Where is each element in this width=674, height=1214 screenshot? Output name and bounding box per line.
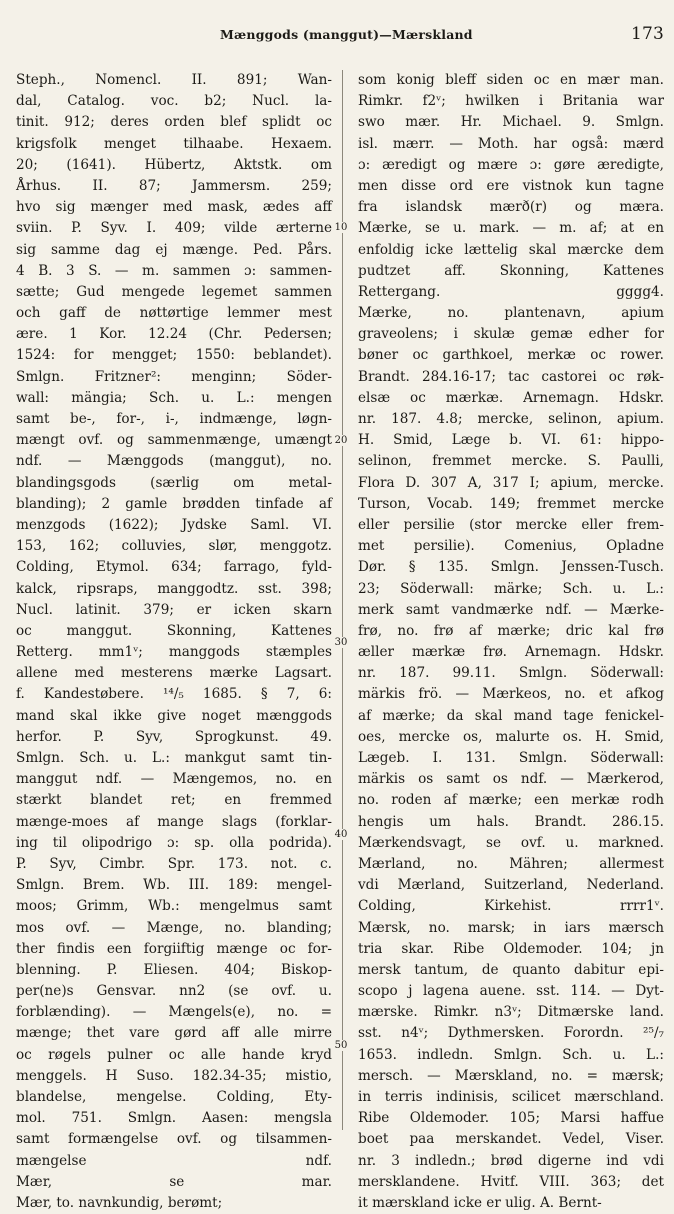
text-line: nr. 187. 4.8; mercke, selinon, apium. bbox=[358, 411, 664, 427]
text-line: nr. 187. 99.11. Smlgn. Söderwall: bbox=[358, 665, 664, 682]
text-line: Smlgn. Fritzner²: menginn; Söder- bbox=[16, 368, 332, 385]
line-number: 10 bbox=[330, 222, 352, 233]
text-line: moos; Grimm, Wb.: mengelmus samt bbox=[16, 898, 332, 915]
left-column bbox=[16, 70, 332, 1211]
text-line: kalck, ripsraps, manggodtz. sst. 398; bbox=[16, 580, 332, 597]
line-number: 50 bbox=[330, 1040, 352, 1051]
text-line: enfoldig icke lættelig skal mæ​rcke dem bbox=[358, 241, 664, 258]
text-line: Retterg. mm1ᵛ; manggods stæmples bbox=[16, 644, 332, 661]
text-line: æller mærkæ frø. Arnemagn. Hdskr. bbox=[358, 644, 664, 661]
text-line: mængelse ndf. bbox=[16, 1152, 332, 1169]
text-line: blandelse, mengelse. Colding, Ety- bbox=[16, 1089, 332, 1105]
text-line: vdi Mærland, Suitzerland, Nederland. bbox=[358, 877, 664, 894]
text-line: in terris indinisis, scilicet mærschland. bbox=[358, 1089, 664, 1105]
text-line: mand skal ikke give noget mænggods bbox=[16, 707, 332, 724]
text-line: elsæ oc mærkæ. Arnemagn. Hdskr. bbox=[358, 389, 664, 406]
text-line: fra islandsk mærð(r) og mæra. bbox=[358, 199, 664, 216]
text-line: forblænding). — Mængels(e), no. = bbox=[16, 1004, 332, 1021]
text-line: blandingsgods (særlig om metal- bbox=[16, 474, 332, 491]
text-line: stærkt blandet ret; en fremmed bbox=[16, 792, 332, 809]
text-line: 153, 162; colluvies, slør, menggotz. bbox=[16, 538, 332, 555]
text-line: merk samt vandmærke ndf. — Mærke- bbox=[358, 601, 664, 618]
text-line: som konig bleff siden oc en mær man. bbox=[358, 72, 664, 88]
text-line: mærske. Rimkr. n3ᵛ; Ditmærske land. bbox=[358, 1004, 664, 1021]
text-line: wall: mängia; Sch. u. L.: mengen bbox=[16, 389, 332, 406]
text-line: it mærskland icke er ulig. A. Bernt- bbox=[358, 1194, 602, 1211]
text-line: Mærsk, no. marsk; in iars mærsch bbox=[358, 919, 664, 936]
text-line: merskl​andene. Hvitf. VIII. 363; det bbox=[358, 1173, 664, 1190]
text-line: och gaff de nøttørtige lemmer mest bbox=[16, 305, 332, 322]
text-line: Mærkendsvagt, se ovf. u. markned. bbox=[358, 834, 664, 851]
text-line: Colding, Etymol. 634; farrago, fyld- bbox=[16, 559, 332, 576]
text-line: Smlgn. Sch. u. L.: mankgut samt tin- bbox=[16, 750, 332, 766]
text-line: Mærke, se u. mark. — m. af; at en bbox=[358, 220, 664, 237]
text-line: 1524: for mengget; 1550: beblandet). bbox=[16, 347, 332, 364]
text-line: Brandt. 284.16-17; tac castorei oc røk- bbox=[358, 368, 664, 385]
text-line: Steph., Nomencl. II. 891; Wan- bbox=[16, 72, 332, 88]
text-line: märkis os samt os ndf. — Mærkerod, bbox=[358, 771, 664, 788]
text-line: Århus. II. 87; Jammersm. 259; bbox=[16, 177, 332, 194]
text-line: menzgods (1622); Jydske Saml. VI. bbox=[16, 516, 332, 533]
text-line: samt formængelse ovf. og tilsammen- bbox=[16, 1131, 332, 1148]
text-line: ther findis een forgiiftig mænge oc for- bbox=[16, 940, 332, 957]
page-number: 173 bbox=[630, 24, 664, 44]
text-line: per(ne)s Gensvar. nn2 (se ovf. u. bbox=[16, 983, 332, 1000]
text-line: Mærke, no. plantenavn, apium bbox=[358, 305, 664, 322]
text-line: Lægeb. I. 131. Smlgn. Söderwall: bbox=[358, 750, 664, 766]
text-line: scopo j lagena auene. sst. 114. — Dyt- bbox=[358, 983, 664, 1000]
text-line: ing til olipodrigo ɔ: sp. olla podrida). bbox=[16, 834, 332, 851]
text-line: Dør. § 135. Smlgn. Jenssen-Tusch. bbox=[358, 559, 664, 576]
text-line: mænge; thet vare gørd aff alle mirre bbox=[16, 1025, 332, 1042]
text-line: frø, no. frø af mærke; dric kal frø bbox=[358, 622, 664, 639]
text-line: mænge-moes af mange slags (forklar- bbox=[16, 813, 332, 830]
text-line: met persilie). Comenius, Opladne bbox=[358, 538, 664, 555]
text-line: sætte; Gud mengede legemet sammen bbox=[16, 283, 332, 300]
text-line: men disse ord ere vistnok kun tagne bbox=[358, 177, 664, 194]
text-line: tria skar. Ribe Oldemoder. 104; jn bbox=[358, 940, 664, 957]
text-line: selinon, fremmet mercke. S. Paulli, bbox=[358, 453, 664, 470]
text-line: märkis frö. — Mærkeos, no. et afkog bbox=[358, 686, 664, 703]
text-line: swo mær. Hr. Michael. 9. Smlgn. bbox=[358, 114, 664, 131]
text-line: isl. mærr. — Moth. har også: mærd bbox=[358, 135, 664, 152]
text-line: mersk tantum, de quanto dabitur epi- bbox=[358, 961, 664, 978]
text-line: Mærland, no. Mähren; allermest bbox=[358, 855, 664, 872]
text-line: Turson, Vocab. 149; fremmet mercke bbox=[358, 495, 664, 512]
line-number: 30 bbox=[330, 637, 352, 648]
text-line: mos ovf. — Mænge, no. blanding; bbox=[16, 919, 332, 936]
line-number: 20 bbox=[330, 435, 352, 446]
text-line: 4 B. 3 S. — m. sammen ɔ: sammen- bbox=[16, 262, 332, 279]
text-line: oc manggut. Skonning, Kattenes bbox=[16, 622, 332, 639]
text-line: krigsfolk menget tilhaabe. Hexaem. bbox=[16, 135, 332, 152]
text-line: herfor. P. Syv, Sprogkunst. 49. bbox=[16, 728, 332, 745]
text-line: Rimkr. f2ᵛ; hwilken i Britania war bbox=[358, 93, 664, 110]
text-line: ɔ: æredigt og mære ɔ: gøre æredigte, bbox=[358, 156, 664, 173]
text-line: Mær, to. navnkundig, berømt; bbox=[16, 1194, 223, 1211]
text-line: sviin. P. Syv. I. 409; vilde ærterne bbox=[16, 220, 332, 237]
text-line: P. Syv, Cimbr. Spr. 173. not. c. bbox=[16, 855, 332, 872]
text-line: nr. 3 indledn.; brød digerne ind vdi bbox=[358, 1152, 664, 1169]
text-line: 23; Söderwall: märke; Sch. u. L.: bbox=[358, 580, 664, 597]
text-line: Rettergang. gggg4. bbox=[358, 283, 664, 300]
line-number: 40 bbox=[330, 829, 352, 840]
text-line: sig samme dag ej mænge. Ped. Pårs. bbox=[16, 241, 332, 258]
text-line: dal, Catalog. voc. b2; Nucl. la- bbox=[16, 93, 332, 110]
text-line: mersch. — Mærskland, no. = mærsk; bbox=[358, 1067, 664, 1084]
text-line: Nucl. latinit. 379; er icken skarn bbox=[16, 601, 332, 618]
right-column bbox=[358, 70, 664, 1211]
text-line: 1653. indledn. Smlgn. Sch. u. L.: bbox=[358, 1046, 664, 1063]
text-line: bøner oc garthkoel, merkæ oc rower. bbox=[358, 347, 664, 364]
text-line: mængt ovf. og sammenmænge, umængt bbox=[16, 432, 332, 449]
text-line: oes, mercke os, malurte os. H. Smid, bbox=[358, 728, 664, 745]
text-line: H. Smid, Læge b. VI. 61: hippo- bbox=[358, 432, 664, 449]
text-line: Mær, se mar. bbox=[16, 1173, 332, 1190]
text-line: hengis um hals. Brandt. 286.15. bbox=[358, 813, 664, 830]
text-line: allene med mesterens mærke Lagsart. bbox=[16, 665, 332, 682]
text-line: f. Kandestøbere. ¹⁴/₅ 1685. § 7, 6: bbox=[16, 686, 332, 703]
text-line: Colding, Kirkehist. rrrr1ᵛ. bbox=[358, 898, 664, 915]
running-title: Mænggods (manggut)—Mærskland bbox=[220, 27, 473, 42]
text-line: tinit. 912; deres orden blef splidt oc bbox=[16, 114, 332, 131]
text-line: oc røgels pulner oc alle hande kryd bbox=[16, 1046, 332, 1063]
text-line: Flora D. 307 A, 317 I; apium, mercke. bbox=[358, 474, 664, 491]
text-line: mol. 751. Smlgn. Aasen: mengsla bbox=[16, 1110, 332, 1127]
text-line: samt be-, for-, i-, indmænge, løgn- bbox=[16, 411, 332, 427]
text-line: manggut ndf. — Mængemos, no. en bbox=[16, 771, 332, 788]
text-line: hvo sig mænger med mask, ædes aff bbox=[16, 199, 332, 216]
text-line: 20; (1641). Hübertz, Aktstk. om bbox=[16, 156, 332, 173]
text-line: Smlgn. Brem. Wb. III. 189: mengel- bbox=[16, 877, 332, 894]
text-line: sst. n4ᵛ; Dythmersken. Forordn. ²⁵/₇ bbox=[358, 1025, 664, 1042]
text-line: menggels. H Suso. 182.34-35; mistio, bbox=[16, 1067, 332, 1084]
text-line: blanding); 2 gamle brødden tinfade af bbox=[16, 495, 332, 512]
running-head bbox=[0, 24, 674, 44]
text-line: Ribe Oldemoder. 105; Marsi haffue bbox=[358, 1110, 664, 1127]
text-line: af mærke; da skal mand tage fenickel- bbox=[358, 707, 664, 724]
text-line: eller persilie (stor mercke eller frem- bbox=[358, 516, 664, 533]
text-line: graveolens; i skulæ gemæ edher for bbox=[358, 326, 664, 343]
text-line: ære. 1 Kor. 12.24 (Chr. Pedersen; bbox=[16, 326, 332, 343]
text-line: ndf. — Mænggods (manggut), no. bbox=[16, 453, 332, 470]
text-line: pudtzet aff. Skonning, Kattenes bbox=[358, 262, 664, 279]
text-line: no. roden af mærke; een merkæ rodh bbox=[358, 792, 664, 809]
text-line: boet paa merskandet. Vedel, Viser. bbox=[358, 1131, 664, 1148]
text-line: blenning. P. Eliesen. 404; Biskop- bbox=[16, 961, 332, 978]
